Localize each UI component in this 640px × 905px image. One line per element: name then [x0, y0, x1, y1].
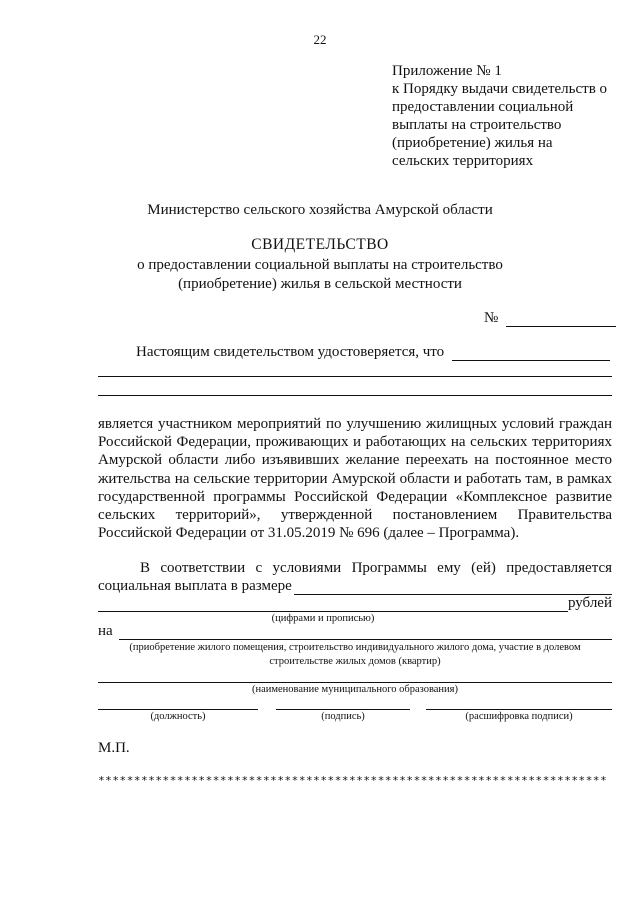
page-number: 22: [313, 32, 327, 47]
certification-text: Настоящим свидетельством удостоверяется, что: [136, 344, 445, 360]
annex-line: к Порядку выдачи свидетельств о: [392, 81, 608, 97]
recipient-name-blank[interactable]: [452, 346, 610, 361]
subtitle-line: о предоставлении социальной выплаты на строительство: [137, 257, 503, 273]
annex-line: предоставлении социальной: [392, 99, 574, 115]
position-line[interactable]: [98, 709, 258, 710]
annex-title: Приложение № 1: [392, 63, 502, 79]
signature-decode-line[interactable]: [426, 709, 612, 710]
separator-line: ***********************************************************************: [98, 774, 608, 787]
stamp-label: М.П.: [98, 740, 130, 756]
amount-blank-2[interactable]: [98, 597, 568, 612]
amount-row: [98, 595, 612, 612]
main-paragraph: является участником мероприятий по улучшению жилищных условий граждан Российской Федерации, проживающих и работающих на сельских территориях Амурской области либо изъявивших желание переехать на постоянное место жительства на сельские территории Амурской области и работать там, в рамках государственной программы Российской Федерации «Комплексное развитие сельских территорий», утвержденной постановлением Правительства Российской Федерации от 31.05.2019 № 696 (далее – Программа).: [98, 416, 612, 542]
annex-line: выплаты на строительство: [392, 117, 562, 133]
signature-line[interactable]: [276, 709, 410, 710]
annex-line: сельских территориях: [392, 153, 534, 169]
amount-blank-1[interactable]: [294, 580, 612, 595]
annex-line: (приобретение) жилья на: [392, 135, 553, 151]
document-title: СВИДЕТЕЛЬСТВО: [251, 236, 389, 253]
payment-paragraph: [98, 559, 612, 595]
payment-text-line2: социальная выплата в размере: [98, 578, 292, 595]
rubles-label: рублей: [567, 595, 612, 611]
purpose-row: [98, 623, 612, 640]
signature-decode-caption: (расшифровка подписи): [465, 711, 573, 722]
signature-caption: (подпись): [321, 711, 365, 722]
purpose-caption: [98, 641, 612, 669]
annex-block: [392, 62, 632, 170]
subtitle-line: (приобретение) жилья в сельской местности: [178, 276, 462, 292]
number-blank[interactable]: [506, 312, 616, 327]
purpose-caption-line: (приобретение жилого помещения, строительство индивидуального жилого дома, участие в долевом: [129, 642, 581, 653]
municipality-line[interactable]: [98, 682, 612, 683]
recipient-name-line[interactable]: [98, 395, 612, 396]
document-subtitle: [90, 256, 550, 294]
certificate-number: [484, 310, 616, 327]
position-caption: (должность): [150, 711, 206, 722]
municipality-caption: (наименование муниципального образования): [251, 684, 459, 695]
na-label: на: [98, 623, 113, 639]
recipient-name-line[interactable]: [98, 376, 612, 377]
certification-line: [136, 344, 610, 361]
amount-caption: (цифрами и прописью): [271, 613, 375, 624]
number-label: №: [484, 310, 499, 326]
ministry-name: Министерство сельского хозяйства Амурской области: [147, 202, 493, 218]
payment-text-line1: В соответствии с условиями Программы ему (ей) предоставляется: [140, 560, 612, 576]
purpose-blank[interactable]: [119, 625, 612, 640]
purpose-caption-line: строительстве жилых домов (квартир): [269, 656, 441, 667]
